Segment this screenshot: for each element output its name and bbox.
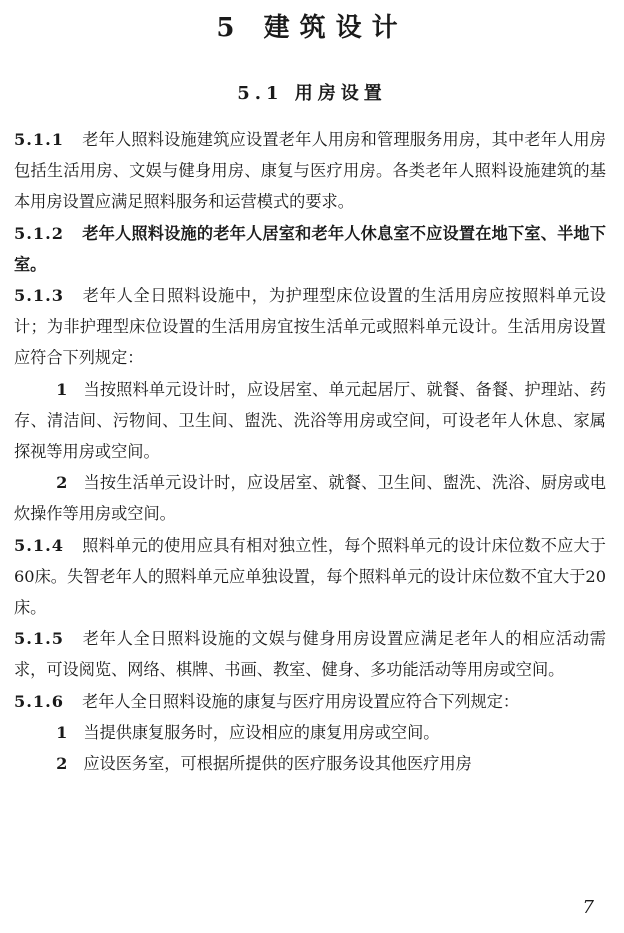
clause-text: 老年人全日照料设施中，为护理型床位设置的生活用房应按照料单元设计；为非护理型床位设置的生活用房宜按生活单元或照料单元设计。生活用房设置应符合下列规定：	[14, 286, 606, 368]
section-title: 5.1 用房设置	[237, 83, 387, 104]
item-number: 1	[56, 379, 68, 399]
clause-text: 老年人照料设施建筑应设置老年人用房和管理服务用房，其中老年人用房包括生活用房、文娱与健身用房、康复与医疗用房。各类老年人照料设施建筑的基本用房设置应满足照料服务和运营模式的要求。	[14, 130, 606, 212]
clause-number: 5.1.5	[14, 629, 65, 649]
clause-text: 老年人照料设施的老年人居室和老年人休息室不应设置在地下室、半地下室。	[14, 223, 606, 274]
clause-number: 5.1.4	[14, 535, 65, 555]
clause-number: 5.1.1	[14, 130, 65, 149]
clause-number: 5.1.6	[14, 691, 65, 711]
clause-5-1-2	[14, 218, 606, 280]
item-number: 1	[56, 722, 68, 742]
clause-text: 老年人全日照料设施的文娱与健身用房设置应满足老年人的相应活动需求，可设阅览、网络、棋牌、书画、教室、健身、多功能活动等用房或空间。	[14, 629, 606, 680]
chapter-title: 5 建筑设计	[216, 13, 408, 43]
clause-text: 老年人全日照料设施的康复与医疗用房设置应符合下列规定：	[82, 691, 520, 711]
clause-5-1-3	[14, 280, 606, 374]
clause-5-1-5	[14, 623, 606, 685]
clause-5-1-3-item-2	[14, 467, 606, 529]
clause-list	[14, 124, 606, 779]
clause-5-1-3-item-1	[14, 374, 606, 468]
item-text: 当按照料单元设计时，应设居室、单元起居厅、就餐、备餐、护理站、药存、清洁间、污物间、卫生间、盥洗、洗浴等用房或空间，可设老年人休息、家属探视等用房或空间。	[14, 379, 606, 462]
clause-5-1-6	[14, 686, 606, 717]
clause-number: 5.1.2	[14, 223, 65, 243]
clause-5-1-1	[14, 124, 606, 218]
item-number: 2	[56, 473, 68, 493]
clause-number: 5.1.3	[14, 286, 65, 306]
clause-5-1-6-item-1	[14, 717, 606, 748]
clause-text: 照料单元的使用应具有相对独立性，每个照料单元的设计床位数不应大于60床。失智老年人的照料单元应单独设置，每个照料单元的设计床位数不宜大于20床。	[14, 535, 606, 618]
clause-5-1-4	[14, 530, 606, 624]
item-text: 应设医务室，可根据所提供的医疗服务设其他医疗用房	[83, 754, 472, 774]
clause-5-1-6-item-2	[14, 748, 606, 779]
item-text: 当提供康复服务时，应设相应的康复用房或空间。	[83, 722, 440, 742]
item-number: 2	[56, 754, 68, 774]
page-number: 7	[582, 897, 594, 918]
item-text: 当按生活单元设计时，应设居室、就餐、卫生间、盥洗、洗浴、厨房或电炊操作等用房或空间。	[14, 473, 606, 524]
